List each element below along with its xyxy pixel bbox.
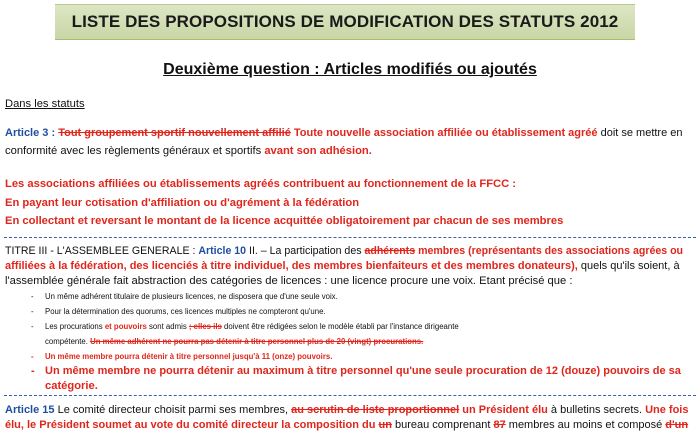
article15-l2-added: élu, le Président soumet au vote du comité directeur la composition du xyxy=(5,419,376,431)
article15-struck1: au scrutin de liste proportionnel xyxy=(291,404,460,416)
list-item xyxy=(5,364,681,379)
bullet-text: compétente. xyxy=(45,337,88,346)
bullet-struck: Un même adhérent ne pourra pas détenir à titre personnel plus de 20 (vingt) procurations. xyxy=(90,337,424,346)
list-item xyxy=(5,334,681,349)
section-divider-1 xyxy=(4,237,696,238)
bullet-text: catégorie. xyxy=(45,380,98,392)
titre3-line2-added: affiliées à la fédération, des licenciés à titre individuel, des membres bienfaiteurs et des membres donateurs), xyxy=(5,260,578,272)
titre3-added1: membres (représentants des associations agrées ou xyxy=(418,245,684,257)
article3-line2-added: avant son adhésion. xyxy=(264,145,372,157)
bullet-dash-icon: - xyxy=(31,365,35,377)
titre3-text1: II. – La participation des xyxy=(249,245,362,257)
bullet-text: Un même membre ne pourra détenir au maximum à titre personnel qu'une seule procuration de 12 (douze) pouvoirs de sa xyxy=(45,365,681,377)
bullet-dash-icon: - xyxy=(31,307,34,316)
titre3-line2-text: quels qu'ils soient, à xyxy=(580,260,680,272)
article15-text2: à bulletins secrets. xyxy=(550,404,643,416)
titre3-prefix: TITRE III - L'ASSEMBLEE GENERALE : xyxy=(5,245,196,257)
section-divider-2 xyxy=(4,395,696,396)
bullet-text: sont admis xyxy=(149,322,187,331)
titre3-line1 xyxy=(5,244,683,259)
bullet-text: Un même membre pourra détenir à titre personnel jusqu'à 11 (onze) pouvoirs. xyxy=(45,352,333,361)
banner-title: LISTE DES PROPOSITIONS DE MODIFICATION DES STATUTS 2012 xyxy=(71,12,619,31)
article15-l2-text: bureau comprenant xyxy=(395,419,491,431)
bullet-text: doivent être rédigées selon le modèle établi par l'instance dirigeante xyxy=(224,322,459,331)
bullet-added: et pouvoirs xyxy=(104,322,147,331)
section-label: Dans les statuts xyxy=(5,98,85,110)
red-block-line-2: En payant leur cotisation d'affiliation ou d'agrément à la fédération xyxy=(5,197,360,209)
article3-struck: Tout groupement sportif nouvellement affilié xyxy=(58,127,291,139)
bullet-dash-icon: - xyxy=(31,352,34,361)
article3-added: Toute nouvelle association affiliée ou établissement agréé xyxy=(293,127,598,139)
article3-line2-text: conformité avec les règlements généraux et sportifs xyxy=(5,145,262,157)
article15-added1: un Président élu xyxy=(462,404,548,416)
article3-line2 xyxy=(5,144,372,159)
bullet-dash-icon: - xyxy=(31,322,34,331)
titre3-line2 xyxy=(5,259,680,274)
titre3-bullet-list xyxy=(5,289,681,394)
article15-label: Article 15 xyxy=(5,404,55,416)
article15-added2: Une fois xyxy=(645,404,689,416)
bullet-dash-icon: - xyxy=(31,292,34,301)
article15-line2 xyxy=(5,418,688,433)
article15-l2-text2: membres au moins et composé xyxy=(508,419,663,431)
article15-line1 xyxy=(5,403,688,418)
article3-label: Article 3 : xyxy=(5,127,56,139)
bullet-text: Pour la détermination des quorums, ces licences multiples ne compteront qu'une. xyxy=(45,307,326,316)
red-block-line-3: En collectant et reversant le montant de la licence acquittée obligatoirement par chacun de ses membres xyxy=(5,215,564,227)
article15-l2-struck: un xyxy=(378,419,392,431)
bullet-struck: ; elles ils xyxy=(188,322,222,331)
article15-text1: Le comité directeur choisit parmi ses membres, xyxy=(57,404,289,416)
list-item xyxy=(5,304,681,319)
page-subtitle: Deuxième question : Articles modifiés ou ajoutés xyxy=(163,61,537,78)
article15-l2-struck2: 87 xyxy=(493,419,506,431)
titre3-line3: l'assemblée générale fait abstraction des catégories de licences : une licence procure une voix. Etant précisé que : xyxy=(5,275,573,287)
list-item xyxy=(5,289,681,304)
article3-text1: doit se mettre en xyxy=(600,127,683,139)
red-block-line-1: Les associations affiliées ou établissements agréés contribuent au fonctionnement de la FFCC : xyxy=(5,178,517,190)
bullet-text: Les procurations xyxy=(45,322,103,331)
bullet-text: Un même adhérent titulaire de plusieurs licences, ne disposera que d'une seule voix. xyxy=(45,292,338,301)
list-item xyxy=(5,349,681,364)
article3-line1 xyxy=(5,126,683,141)
article15-l2-struck3: d'un xyxy=(665,419,689,431)
titre3-struck1: adhérents xyxy=(364,245,416,257)
list-item xyxy=(5,379,681,394)
titre3-article: Article 10 xyxy=(198,245,247,257)
list-item xyxy=(5,319,681,334)
document-banner xyxy=(55,4,635,40)
